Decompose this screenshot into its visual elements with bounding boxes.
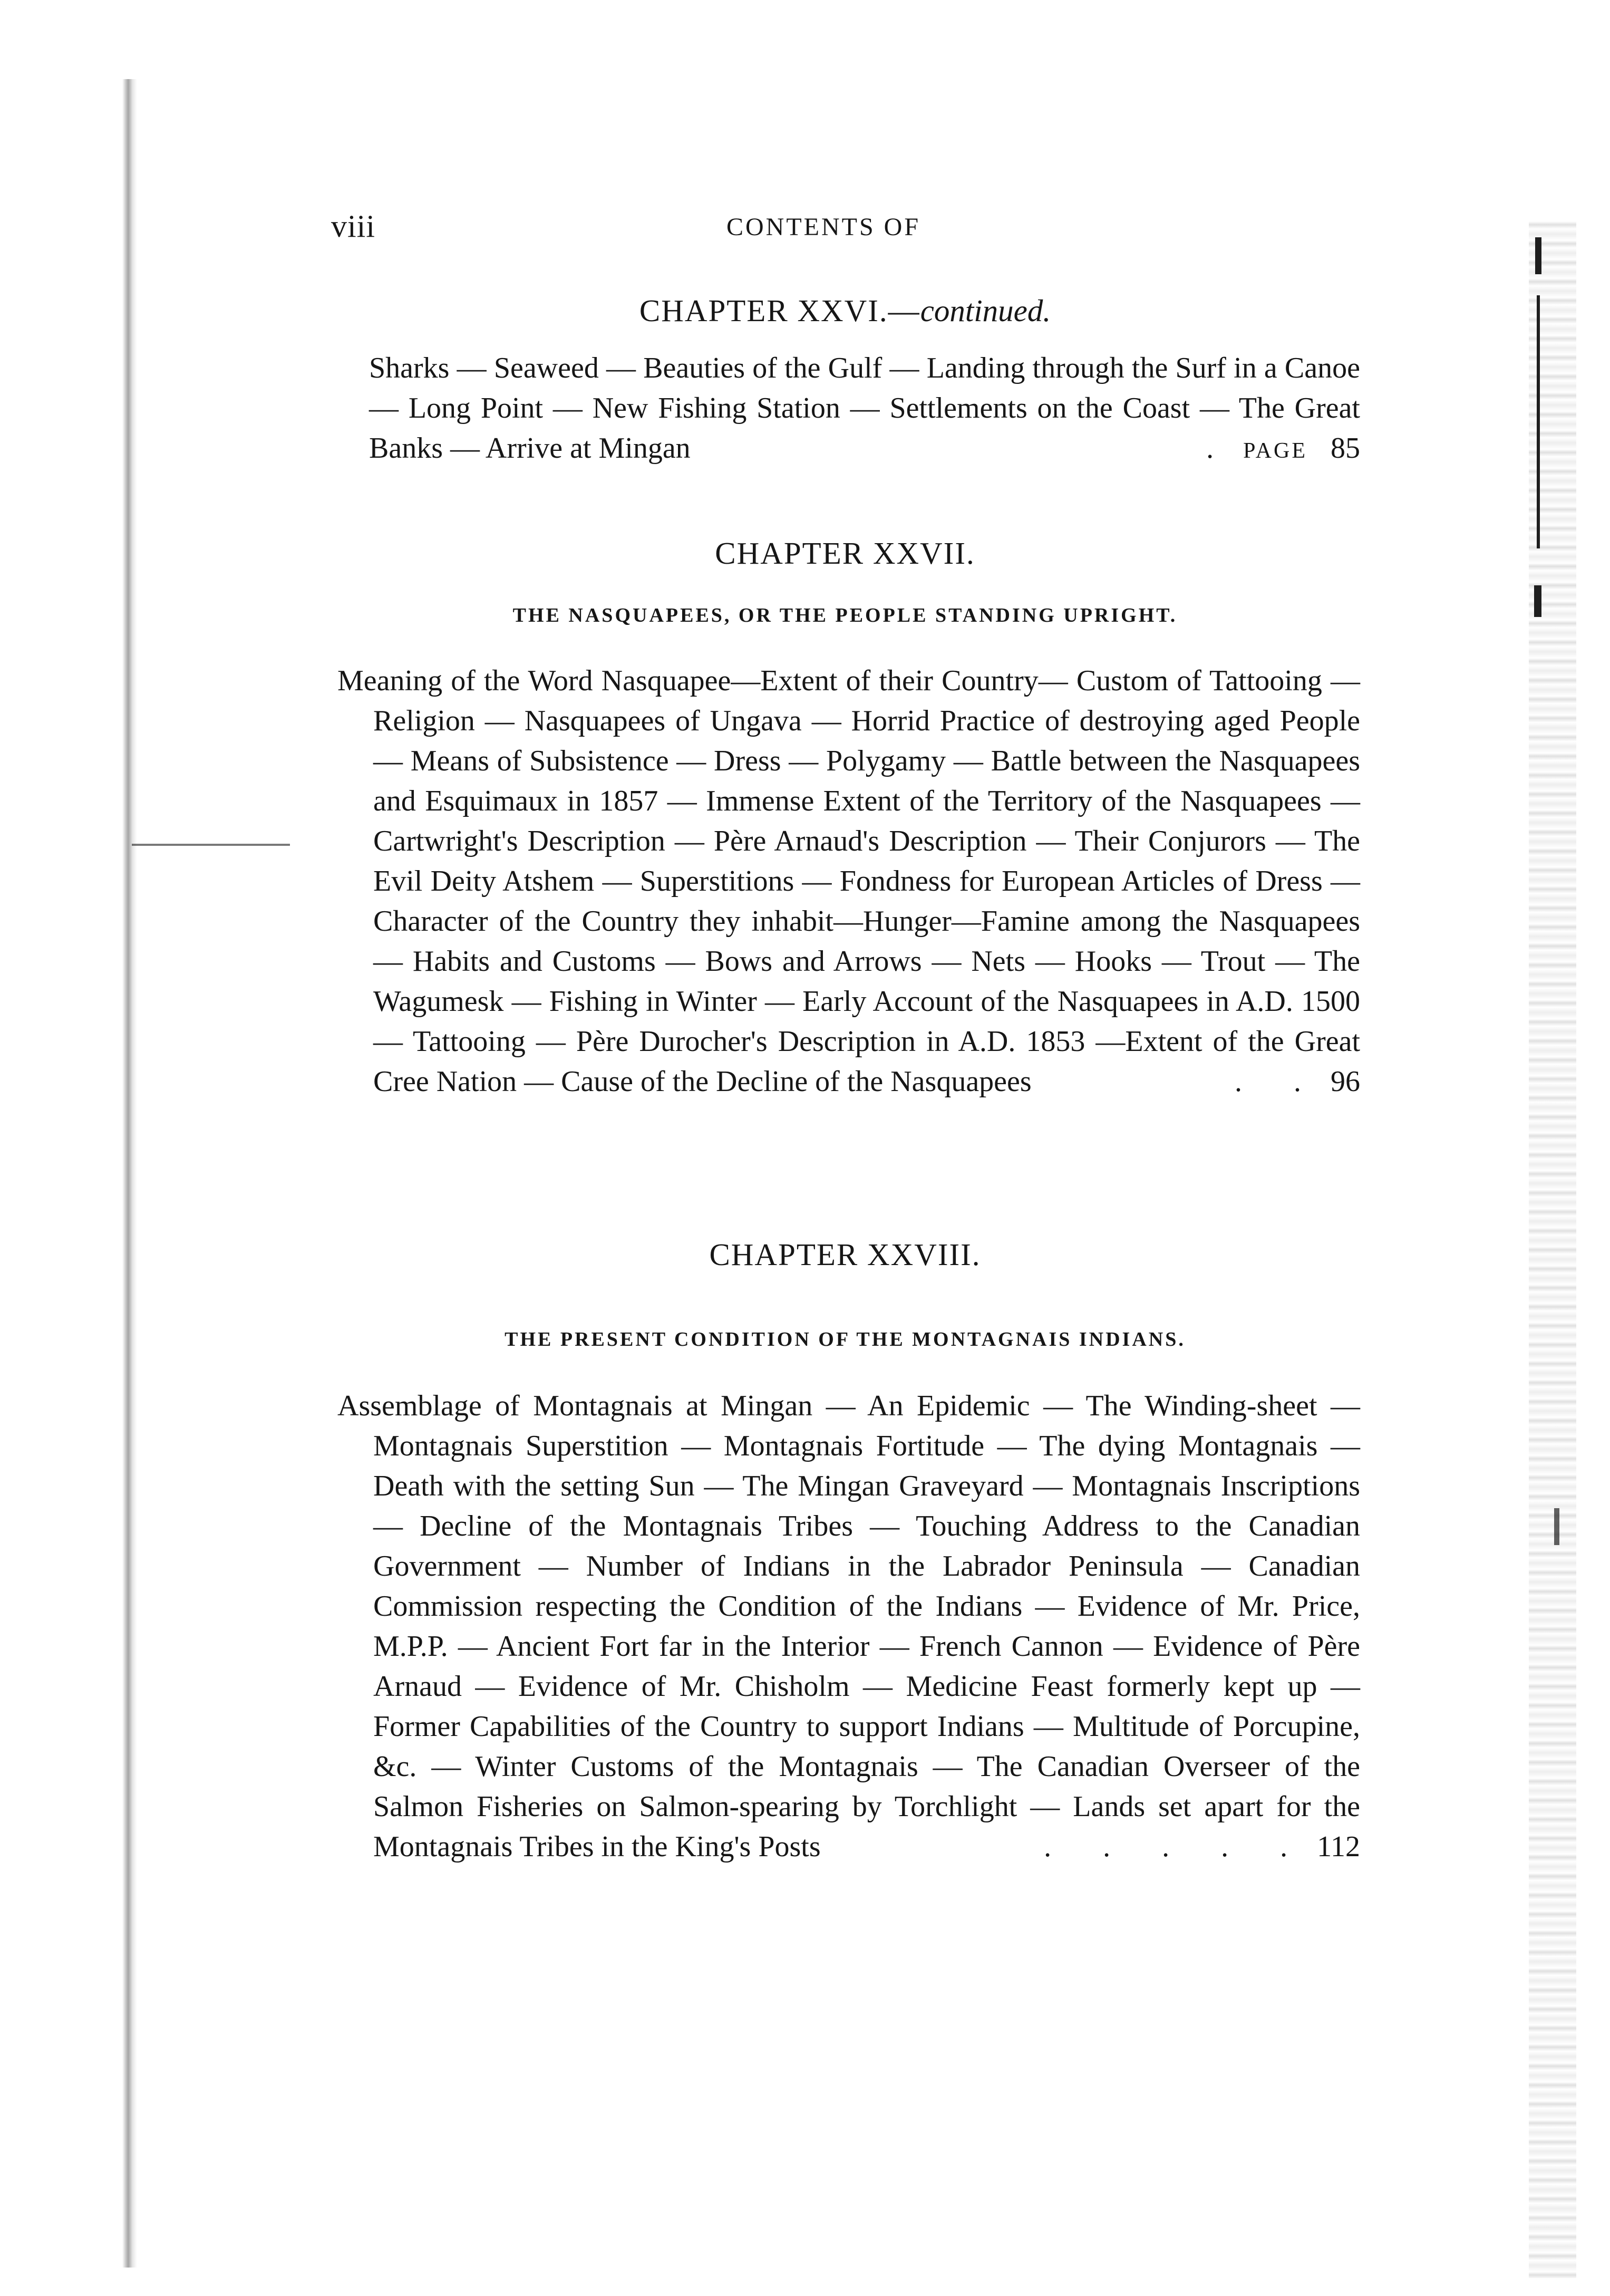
page-number: 96 (1331, 1065, 1360, 1098)
continued-label: continued. (920, 293, 1051, 328)
scan-speck (1534, 585, 1541, 617)
right-page-edge (1529, 221, 1576, 2278)
chapter-heading-26 (331, 293, 1359, 329)
page-number: 85 (1331, 432, 1360, 465)
chapter-summary-27 (337, 661, 1360, 1102)
scan-speck (1537, 295, 1540, 548)
chapter-subtitle-27: THE NASQUAPEES, OR THE PEOPLE STANDING UPRIGHT. (512, 604, 1178, 626)
running-title: CONTENTS OF (726, 213, 921, 241)
summary-text: Assemblage of Montagnais at Mingan — An Epidemic — The Winding-sheet — Montagnais Superstition — Montagnais Fortitude — The dying Montagnais — Death with the setting Sun — The Mingan Graveyard — Montagnais Inscriptions — Decline of the Montagnais Tribes — Touching Address to the Canadian Government — Number of Indians in the Labrador Peninsula — Canadian Commission respecting the Condition of the Indians — Evidence of Mr. Price, M.P.P. — Ancient Fort far in the Interior — French Cannon — Evidence of Père Arnaud — Evidence of Mr. Chisholm — Medicine Feast formerly kept up — Former Capabilities of the Country to support Indians — Multitude of Porcupine, &c. — Winter Customs of the Montagnais — The Canadian Overseer of the Salmon Fisheries on Salmon-spearing by Torchlight — Lands set apart for the Montagnais Tribes in the King's Posts (337, 1390, 1360, 1863)
dot-leader: . . (1235, 1065, 1323, 1098)
folio-number: viii (331, 209, 376, 244)
summary-text: Sharks — Seaweed — Beauties of the Gulf — Landing through the Surf in a Canoe — Long Point — New Fishing Station — Settlements on the Coast — The Great Banks — Arrive at Mingan (369, 352, 1360, 465)
chapter-subtitle-28: THE PRESENT CONDITION OF THE MONTAGNAIS INDIANS. (505, 1328, 1186, 1350)
summary-text: Meaning of the Word Nasquapee—Extent of their Country— Custom of Tattooing — Religion — Nasquapees of Ungava — Horrid Practice of destroying aged People — Means of Subsistence — Dress — Polygamy — Battle between the Nasquapees and Esquimaux in 1857 — Immense Extent of the Territory of the Nasquapees — Cartwright's Description — Père Arnaud's Description — Their Conjurors — The Evil Deity Atshem — Superstitions — Fondness for European Articles of Dress —Character of the Country they inhabit—Hunger—Famine among the Nasquapees — Habits and Customs — Bows and Arrows — Nets — Hooks — Trout — The Wagumesk — Fishing in Winter — Early Account of the Nasquapees in A.D. 1500 — Tattooing — Père Durocher's Description in A.D. 1853 —Extent of the Great Cree Nation — Cause of the Decline of the Nasquapees (337, 664, 1360, 1098)
page-label: PAGE (1243, 439, 1307, 463)
chapter-title: CHAPTER XXVI.— (639, 293, 920, 328)
dot-leader: . . . . . (1044, 1830, 1310, 1863)
scan-speck (1554, 1508, 1559, 1545)
chapter-heading-28 (331, 1237, 1359, 1273)
chapter-title: CHAPTER XXVIII. (709, 1237, 981, 1272)
page-reference (1190, 428, 1360, 471)
scan-speck (1535, 237, 1541, 274)
page-number: 112 (1317, 1830, 1360, 1863)
chapter-heading-27 (331, 535, 1359, 572)
chapter-summary-26 (369, 348, 1360, 471)
left-binding-edge (122, 79, 137, 2268)
running-head (331, 208, 1385, 256)
chapter-summary-28 (337, 1386, 1360, 1867)
page-reference (1028, 1827, 1360, 1867)
chapter-title: CHAPTER XXVII. (715, 536, 975, 571)
scan-speck (132, 844, 290, 846)
dot-leader: . (1206, 432, 1236, 465)
page-reference (1219, 1062, 1360, 1102)
